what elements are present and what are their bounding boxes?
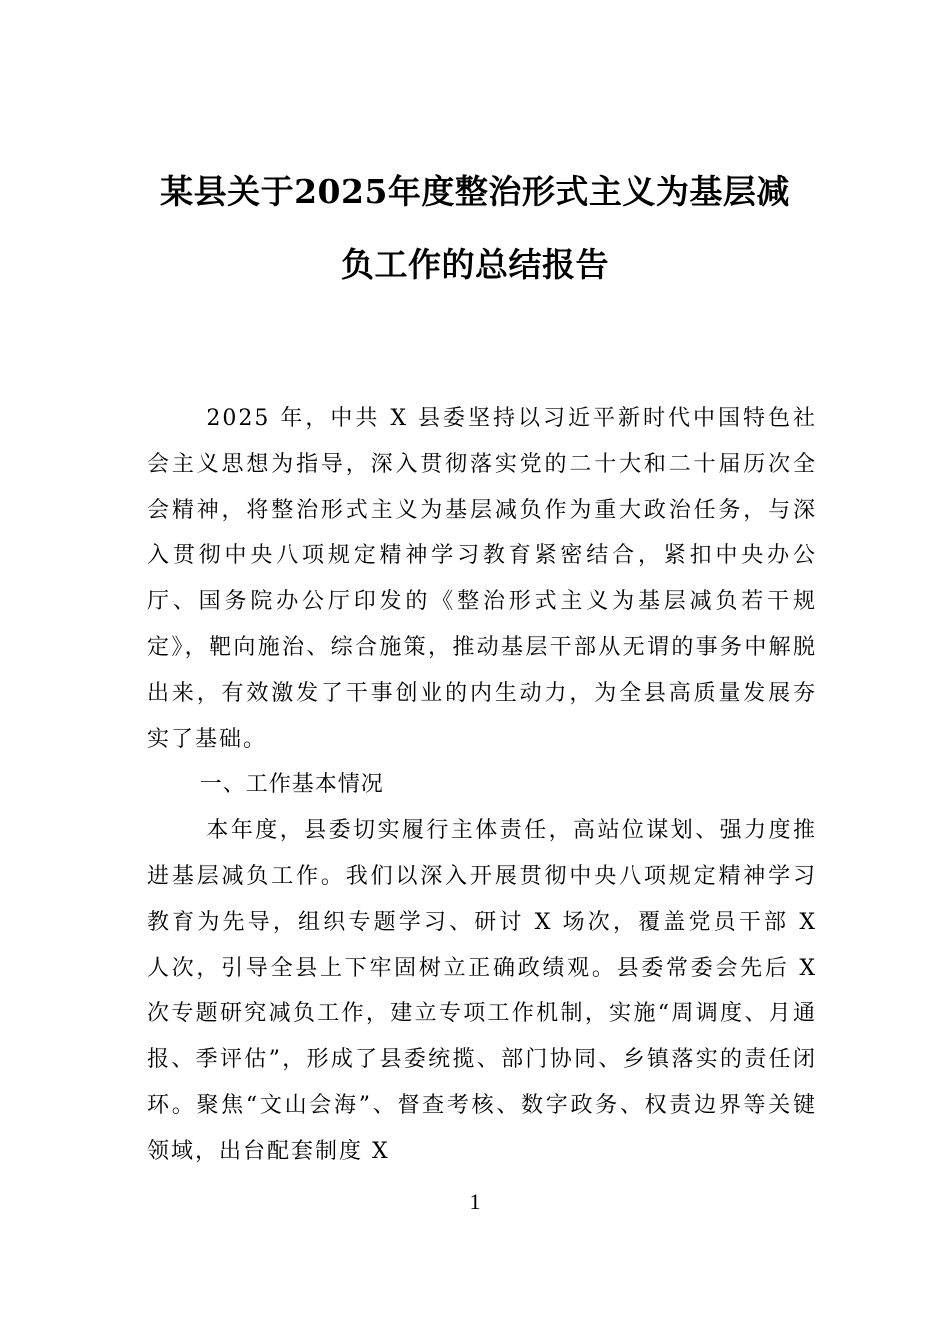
- document-title-line-2: 负工作的总结报告: [341, 245, 609, 284]
- document-body: [147, 396, 817, 1175]
- section-heading: 一、工作基本情况: [199, 772, 384, 798]
- page-number: 1: [469, 1189, 481, 1214]
- intro-paragraph: 2025 年，中共 X 县委坚持以习近平新时代中国特色社会主义思想为指导，深入贯彻落实党的二十大和二十届历次全会精神，将整治形式主义为基层减负作为重大政治任务，与深入贯彻中央八项规定精神学习教育紧密结合，紧扣中央办公厅、国务院办公厅印发的《整治形式主义为基层减负若干规定》，靶向施治、综合施策，推动基层干部从无谓的事务中解脱出来，有效激发了干事创业的内生动力，为全县高质量发展夯实了基础。: [147, 406, 817, 752]
- body-paragraph: 本年度，县委切实履行主体责任，高站位谋划、强力度推进基层减负工作。我们以深入开展贯彻中央八项规定精神学习教育为先导，组织专题学习、研讨 X 场次，覆盖党员干部 X 人次，引导全县上下牢固树立正确政绩观。县委常委会先后 X 次专题研究减负工作，建立专项工作机制，实施“周调度、月通报、季评估”，形成了县委统揽、部门协同、乡镇落实的责任闭环。聚焦“文山会海”、督查考核、数字政务、权责边界等关键领域，出台配套制度 X: [147, 818, 817, 1164]
- document-title-line-1: 某县关于2025年度整治形式主义为基层减: [160, 172, 790, 211]
